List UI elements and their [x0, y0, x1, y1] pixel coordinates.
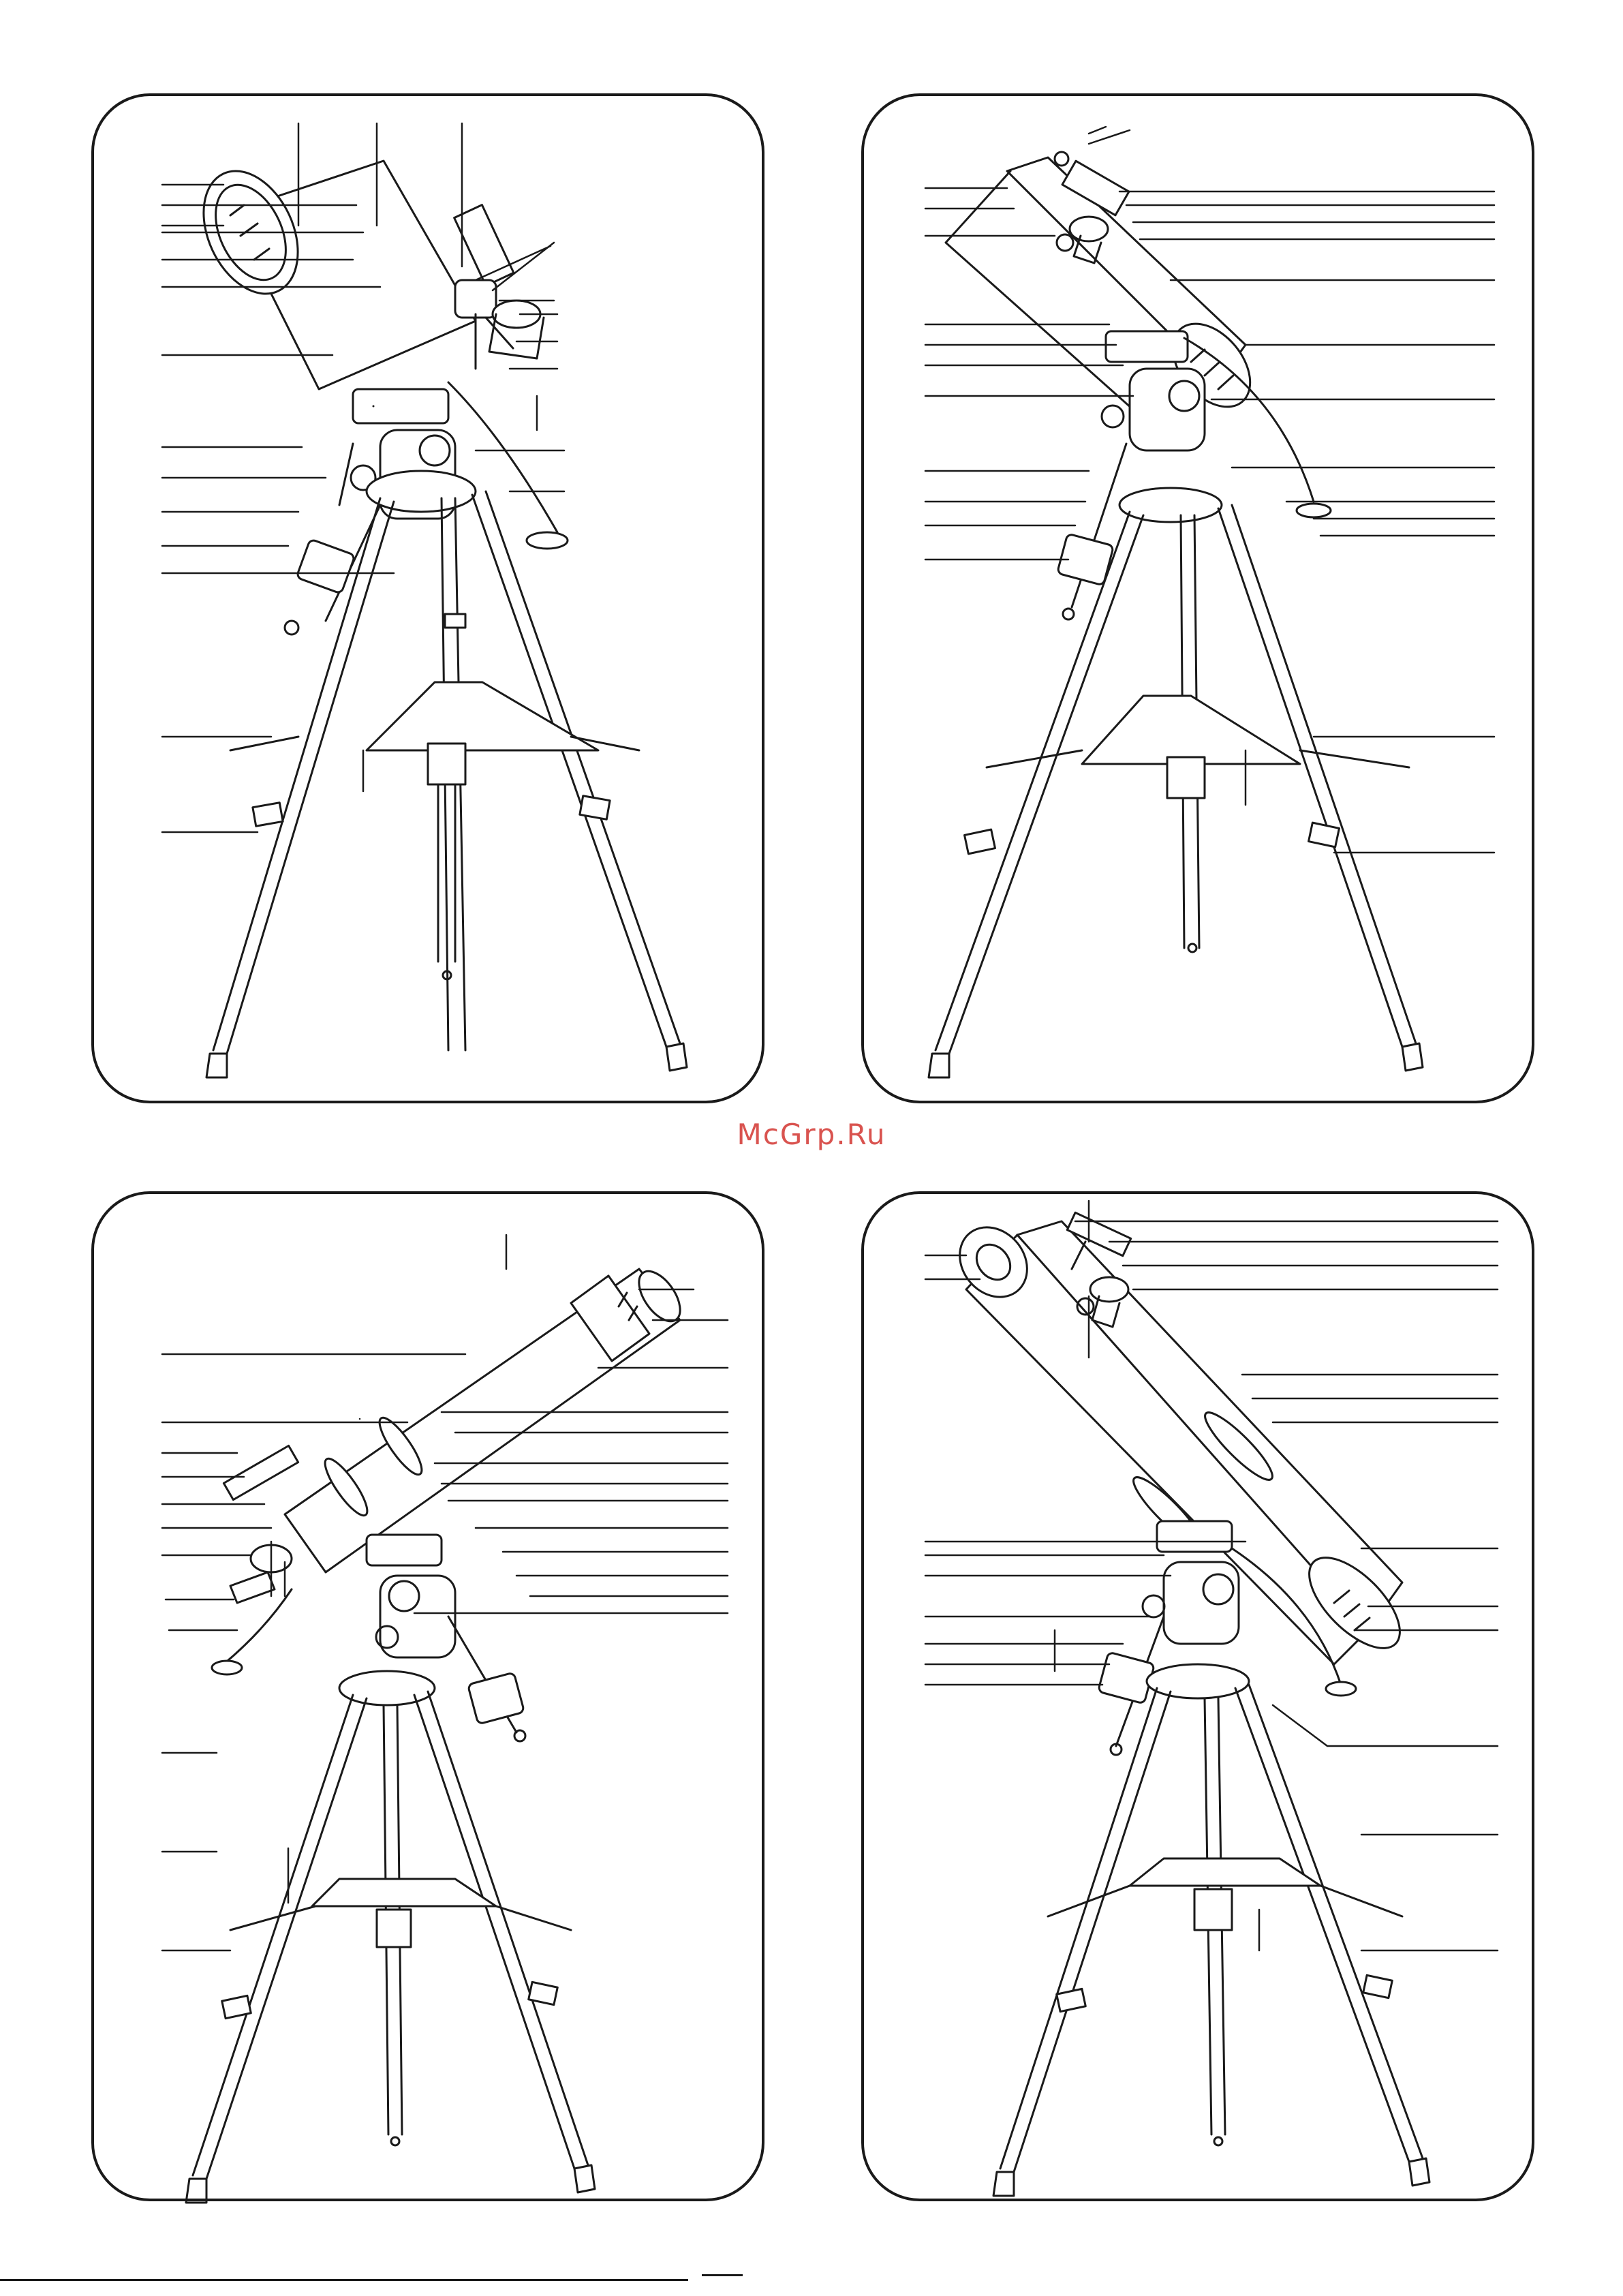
tripod: [929, 488, 1423, 1077]
tripod: [206, 406, 687, 1077]
counterweight: [448, 1617, 525, 1741]
optical-tube: [185, 156, 476, 389]
mount-head: [1102, 331, 1331, 517]
diagram-panel-maksutov: [91, 93, 764, 1103]
tripod: [186, 1671, 595, 2203]
optical-tube: [285, 1264, 688, 1572]
diagram-panel-newtonian: [861, 1191, 1534, 2201]
diagonal-eyepiece: [230, 1545, 292, 1603]
refractor-telescope-drawing: [94, 1194, 767, 2204]
diagram-panel-short-newtonian: [861, 93, 1534, 1103]
newtonian-telescope-drawing: [864, 1194, 1537, 2204]
watermark-text: McGrp.Ru: [737, 1118, 886, 1151]
finder-scope: [223, 1445, 298, 1499]
finder-scope: [454, 205, 514, 369]
tripod: [993, 1664, 1429, 2196]
diagram-panel-refractor: [91, 1191, 764, 2201]
bottom-page-mark: [702, 2274, 743, 2276]
short-newtonian-telescope-drawing: [864, 96, 1537, 1106]
counterweight: [285, 505, 380, 634]
bottom-rule: [0, 2279, 688, 2281]
maksutov-telescope-drawing: [94, 96, 767, 1106]
